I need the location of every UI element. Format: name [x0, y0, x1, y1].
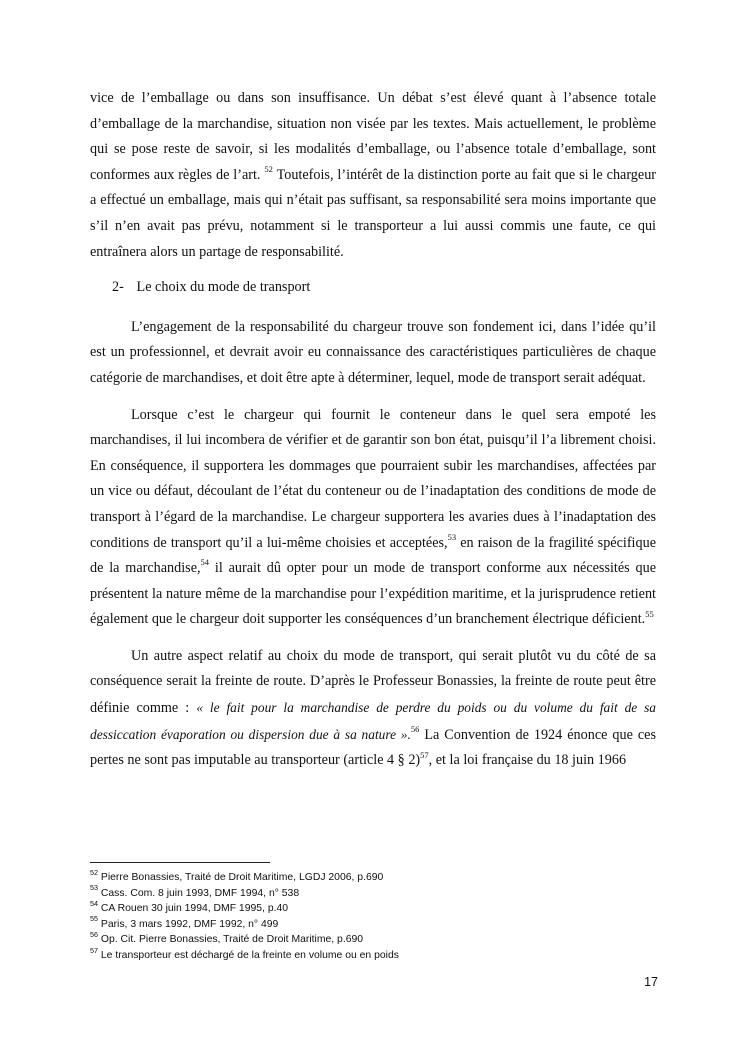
- paragraph-emballage: [90, 86, 656, 265]
- footnote-52-number: 52: [90, 867, 98, 877]
- heading-spacer: [90, 301, 656, 315]
- footnote-54-text: CA Rouen 30 juin 1994, DMF 1995, p.40: [98, 903, 289, 915]
- footnotes: [90, 867, 656, 964]
- footnote-55: [90, 914, 656, 933]
- footnote-57-text: Le transporteur est déchargé de la freinte en volume ou en poids: [98, 949, 399, 961]
- footnote-53: [90, 883, 656, 902]
- footnote-55-number: 55: [90, 914, 98, 924]
- footnote-ref-57[interactable]: 57: [420, 749, 429, 760]
- footnote-ref-52[interactable]: 52: [264, 164, 273, 175]
- footnote-ref-54[interactable]: 54: [200, 557, 210, 568]
- footnote-ref-53[interactable]: 53: [447, 531, 457, 542]
- footnote-56: [90, 929, 656, 948]
- section-heading-title: Le choix du mode de transport: [136, 279, 311, 296]
- footnote-ref-56[interactable]: 56: [410, 723, 420, 734]
- paragraph-engagement: L’engagement de la responsabilité du chargeur trouve son fondement ici, dans l’idée qu’il est un professionnel, et devrait avoir eu connaissance des caractéristiques particulières de chaque catégorie de marchandises, et doit être apte à déterminer, lequel, mode de transport serait adéquat.: [90, 318, 656, 386]
- footnote-52-text: Pierre Bonassies, Traité de Droit Maritime, LGDJ 2006, p.690: [98, 872, 384, 883]
- paragraph-freinte: [90, 644, 656, 774]
- footnote-54-number: 54: [90, 898, 98, 908]
- footnote-55-text: Paris, 3 mars 1992, DMF 1992, n° 499: [98, 918, 279, 930]
- footnote-54: [90, 898, 656, 917]
- paragraph-emballage-part-a: vice de l’emballage ou dans son insuffisance. Un débat s’est élevé quant à l’absence totale d’emballage de la marchandise, situation non visée par les textes. Mais actuellement, le problème qui se pose reste de savoir, si les modalités d’emballage, ou l’absence totale d’emballage, sont conformes aux règles de l’art.: [90, 90, 656, 183]
- footnote-52: [90, 867, 656, 886]
- paragraph-freinte-part-b: La Convention de 1924 énonce que ces pertes ne sont pas imputable au transporteur (article 4 § 2): [90, 726, 656, 769]
- section-heading-number: 2-: [112, 279, 124, 296]
- paragraph-conteneur-part-b: en raison de la fragilité spécifique de la marchandise,: [90, 534, 656, 577]
- paragraph-emballage-part-b: Toutefois, l’intérêt de la distinction porte au fait que si le chargeur a effectué un emballage, mais qui n’était pas suffisant, sa responsabilité sera moins importante que s’il n’en avait pas prévu, notamment si le transporteur a lui aussi commis une faute, ce qui entraînera alors un partage de responsabilité.: [90, 166, 657, 260]
- paragraph-conteneur: [90, 403, 656, 633]
- footnote-57: [90, 945, 656, 964]
- footnote-56-text: Op. Cit. Pierre Bonassies, Traité de Droit Maritime, p.690: [98, 934, 364, 946]
- footnote-separator: [90, 862, 270, 863]
- body-text: [90, 86, 656, 774]
- footnote-ref-55[interactable]: 55: [645, 608, 654, 619]
- footnote-53-number: 53: [90, 883, 98, 893]
- page-number: 17: [644, 975, 658, 989]
- footnote-53-text: Cass. Com. 8 juin 1993, DMF 1994, n° 538: [98, 887, 300, 899]
- freinte-definition-quote: « le fait pour la marchandise de perdre du poids ou du volume du fait de sa dessiccation évaporation ou dispersion due à sa nature ».: [90, 700, 656, 742]
- footnote-56-number: 56: [90, 929, 98, 939]
- paragraph-freinte-part-c: , et la loi française du 18 juin 1966: [428, 752, 627, 769]
- section-heading: [90, 275, 656, 301]
- footnote-57-number: 57: [90, 945, 98, 955]
- paragraph-freinte-part-a: Un autre aspect relatif au choix du mode de transport, qui serait plutôt vu du côté de sa conséquence serait la freinte de route. D’après le Professeur Bonassies, la freinte de route peut être définie comme :: [90, 647, 656, 717]
- paragraph-conteneur-part-c: il aurait dû opter pour un mode de transport conforme aux nécessités que présentent la nature même de la marchandise pour l’expédition maritime, et la jurisprudence retient également que le chargeur doit supporter les conséquences d’un branchement électrique déficient.: [90, 560, 656, 628]
- paragraph-conteneur-part-a: Lorsque c’est le chargeur qui fournit le conteneur dans le quel sera empoté les marchandises, il lui incombera de vérifier et de garantir son bon état, puisqu’il l’a librement choisi. En conséquence, il supportera les dommages que pourraient subir les marchandises, affectées par un vice ou défaut, découlant de l’état du conteneur ou de l’inadaptation des conditions de mode de transport à l’égard de la marchandise. Le chargeur supportera les avaries dues à l’inadaptation des conditions de transport qu’il a lui-même choisies et acceptées,: [90, 406, 656, 551]
